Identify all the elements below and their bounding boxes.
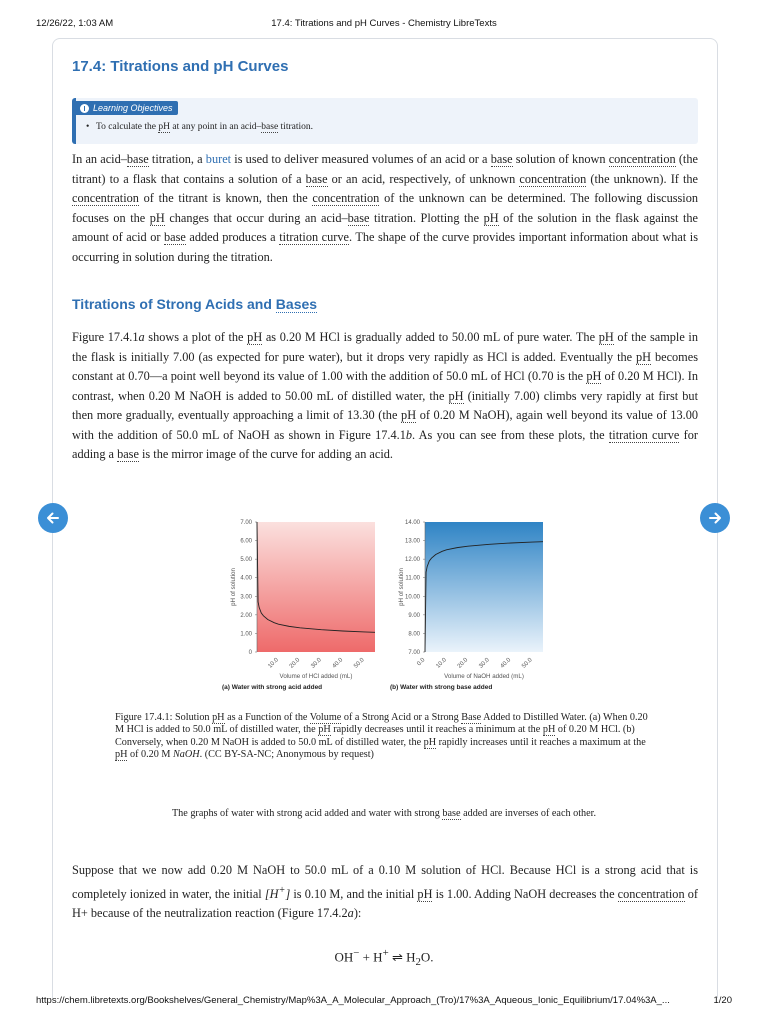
glossary-term[interactable]: Volume	[309, 712, 342, 723]
glossary-term[interactable]: pH	[401, 408, 417, 422]
x-tick-label: 20.0	[288, 657, 302, 670]
figure-alt-text: The graphs of water with strong acid added and water with strong base added are inverses of each other.	[171, 808, 597, 819]
x-tick-label: 10.0	[435, 657, 448, 670]
y-tick-label: 7.00	[240, 520, 252, 526]
y-tick-label: 2.00	[240, 612, 252, 619]
glossary-term[interactable]: pH	[212, 712, 225, 723]
x-tick-label: 30.0	[478, 657, 491, 670]
learning-objectives-badge	[76, 101, 178, 115]
glossary-term[interactable]: pH	[247, 330, 263, 344]
glossary-term[interactable]: base	[347, 210, 370, 225]
glossary-term[interactable]: base	[163, 230, 186, 244]
print-datetime: 12/26/22, 1:03 AM	[36, 18, 114, 29]
glossary-term[interactable]: concentration	[608, 152, 676, 166]
y-tick-label: 10.00	[404, 594, 420, 601]
y-tick-label: 8.00	[408, 631, 420, 638]
glossary-term[interactable]: pH	[149, 210, 165, 225]
glossary-term[interactable]: pH	[115, 748, 128, 760]
panel-title: (b) Water with strong base added	[390, 684, 493, 691]
y-tick-label: 6.00	[240, 538, 252, 545]
y-tick-label: 1.00	[240, 631, 252, 638]
glossary-term[interactable]: pH	[542, 724, 556, 736]
titration-curves-figure	[208, 518, 558, 704]
y-axis-title: pH of solution	[398, 568, 405, 606]
glossary-term[interactable]: pH	[636, 349, 652, 364]
print-page-number: 1/20	[713, 995, 732, 1006]
learning-objectives-box	[72, 98, 698, 144]
chart-plot-area-base	[425, 522, 543, 652]
info-icon	[80, 104, 89, 113]
hydrogen-ion-concentration: [H+]	[264, 884, 291, 901]
learning-objectives-label: Learning Objectives	[93, 103, 173, 113]
glossary-term[interactable]: titration curve	[279, 230, 349, 244]
neutralization-equation: OH− + H+ ⇌ $H_2O$.	[334, 947, 434, 968]
x-tick-label: 50.0	[353, 657, 366, 670]
y-tick-label: 13.00	[404, 538, 420, 545]
y-tick-label: 11.00	[405, 575, 420, 582]
glossary-term[interactable]: concentration	[519, 171, 587, 186]
glossary-term[interactable]: pH	[158, 122, 170, 132]
glossary-term[interactable]: concentration	[312, 191, 380, 205]
buret-link[interactable]: buret	[205, 152, 232, 166]
glossary-term[interactable]: pH	[483, 210, 499, 225]
print-page-title: 17.4: Titrations and pH Curves - Chemistry LibreTexts	[271, 18, 497, 29]
x-tick-label: 20.0	[456, 657, 470, 670]
glossary-term[interactable]: base	[305, 171, 328, 186]
glossary-term[interactable]: base	[490, 152, 513, 166]
chart-panel-base	[390, 520, 543, 691]
glossary-term[interactable]: base	[261, 122, 279, 132]
panel-title: (a) Water with strong acid added	[222, 684, 323, 691]
y-tick-label: 3.00	[240, 594, 252, 601]
glossary-term[interactable]: pH	[423, 736, 437, 748]
x-tick-label: 40.0	[499, 657, 513, 670]
figure-caption: Figure 17.4.1: Solution pH as a Function of the Volume of a Strong Acid or a Strong Base Added to Distilled Water. (a) When 0.20 M HCl is added to 50.0 mL of distilled water, the pH rapidly decreases until it reaches a minimum at the pH of 0.20 M HCl. (b) Conversely, when 0.20 M NaOH is added to 50.0 mL of distilled water, the pH rapidly increases until it reaches a maximum at the pH of 0.20 M NaOH. (CC BY-SA-NC; Anonymous by request)	[115, 712, 648, 760]
y-tick-label: 4.00	[240, 575, 252, 582]
previous-page-button[interactable]	[38, 503, 68, 533]
page-title: 17.4: Titrations and pH Curves	[72, 58, 289, 75]
y-tick-label: 0	[248, 650, 252, 656]
glossary-term[interactable]: concentration	[617, 886, 685, 901]
section-heading: Titrations of Strong Acids and Bases	[72, 296, 318, 312]
objective-item: • To calculate the pH at any point in an acid–base titration.	[96, 122, 313, 132]
glossary-term[interactable]: base	[117, 447, 139, 461]
y-axis-title: pH of solution	[230, 568, 237, 606]
x-axis-title: Volume of HCl added (mL)	[279, 673, 353, 680]
y-tick-label: 7.00	[408, 650, 420, 656]
y-tick-label: 12.00	[404, 557, 420, 564]
arrow-right-icon	[708, 511, 722, 525]
glossary-term[interactable]: titration curve	[608, 427, 680, 442]
glossary-term[interactable]: base	[126, 152, 149, 166]
glossary-term[interactable]: concentration	[72, 191, 139, 205]
x-axis-title: Volume of NaOH added (mL)	[444, 673, 524, 680]
x-tick-label: 0.0	[416, 657, 427, 668]
chart-panel-acid	[222, 520, 375, 691]
x-tick-label: 50.0	[521, 657, 534, 670]
y-tick-label: 14.00	[404, 520, 420, 526]
glossary-term[interactable]: pH	[417, 886, 433, 901]
x-tick-label: 40.0	[331, 657, 345, 670]
x-tick-label: 30.0	[310, 657, 323, 670]
glossary-term[interactable]: pH	[318, 724, 331, 736]
glossary-term[interactable]: pH	[586, 369, 602, 383]
next-page-button[interactable]	[700, 503, 730, 533]
neutralization-paragraph: Suppose that we now add 0.20 M NaOH to 50.0 mL of a 0.10 M solution of HCl. Because HCl is a strong acid that is completely ionized in water, the initial [H+] is 0.10 M, and the initial pH is 1.00. Adding NaOH decreases the concentration of H+ because of the neutralization reaction (Figure 17.4.2a):	[72, 863, 698, 921]
glossary-term[interactable]: Bases	[275, 296, 318, 312]
intro-paragraph: In an acid–base titration, a buret is used to deliver measured volumes of an acid or a base solution of known concentration (the titrant) to a flask that contains a solution of a base or an acid, respectively, of unknown concentration (the unknown). If the concentration of the titrant is known, then the concentration of the unknown can be determined. The following discussion focuses on the pH changes that occur during an acid–base titration. Plotting the pH of the solution in the flask against the amount of acid or base added produces a titration curve. The shape of the curve provides important information about what is occurring in solution during the titration.	[72, 152, 699, 264]
x-tick-label: 10.0	[267, 657, 280, 670]
glossary-term[interactable]: base	[442, 808, 461, 819]
glossary-term[interactable]: pH	[448, 388, 464, 403]
glossary-term[interactable]: pH	[598, 330, 614, 344]
y-tick-label: 9.00	[408, 612, 420, 619]
glossary-term[interactable]: Base	[461, 712, 482, 723]
y-tick-label: 5.00	[240, 557, 252, 564]
chart-plot-area-acid	[257, 522, 375, 652]
print-url: https://chem.libretexts.org/Bookshelves/General_Chemistry/Map%3A_A_Molecular_Approach_(Tro)/17%3A_Aqueous_Ionic_Equilibrium/17.04%3A_...	[36, 995, 670, 1006]
body-paragraph: Figure 17.4.1a shows a plot of the pH as 0.20 M HCl is gradually added to 50.00 mL of pure water. The pH of the sample in the flask is initially 7.00 (as expected for pure water), but it drops very rapidly as HCl is added. Eventually the pH becomes constant at 0.70—a point well beyond its value of 1.00 with the addition of 50.0 mL of HCl (0.70 is the pH of 0.20 M HCl). In contrast, when 0.20 M NaOH is added to 50.00 mL of distilled water, the pH (initially 7.00) climbs very rapidly at first but then more gradually, eventually approaching a limit of 13.30 (the pH of 0.20 M NaOH), again well beyond its value of 13.00 with the addition of 50.0 mL of NaOH as shown in Figure 17.4.1b. As you can see from these plots, the titration curve for adding a base is the mirror image of the curve for adding an acid.	[72, 330, 698, 461]
arrow-left-icon	[46, 511, 60, 525]
